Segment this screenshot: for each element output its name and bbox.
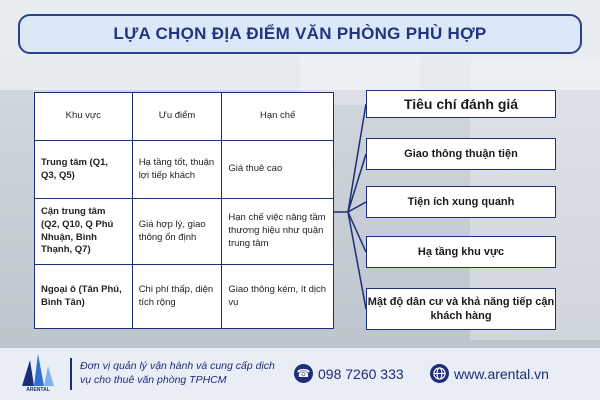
pros-cell: Giá hợp lý, giao thông ổn định (132, 199, 222, 265)
company-tagline: Đơn vị quản lý vận hành và cung cấp dịch vụ cho thuê văn phòng TPHCM (80, 360, 275, 387)
page-title: LỰA CHỌN ĐỊA ĐIỂM VĂN PHÒNG PHÙ HỢP (113, 24, 487, 43)
header-area: Khu vực (35, 93, 133, 141)
phone-contact[interactable] (294, 364, 404, 383)
area-cell: Trung tâm (Q1, Q3, Q5) (35, 141, 133, 199)
connector-to-criterion-4 (348, 212, 366, 309)
comparison-table (34, 92, 334, 329)
criteria-heading: Tiêu chí đánh giá (366, 90, 556, 118)
area-cell: Cận trung tâm (Q2, Q10, Q Phú Nhuận, Bình Thạnh, Q7) (35, 199, 133, 265)
footer-bar (0, 348, 600, 400)
cons-cell: Hạn chế việc nâng tầm thương hiệu như quận trung tâm (222, 199, 334, 265)
connector-to-criterion-2 (348, 202, 366, 212)
cons-cell: Giá thuê cao (222, 141, 334, 199)
website-url: www.arental.vn (454, 365, 549, 382)
criterion-population: Mật độ dân cư và khả năng tiếp cận khách hàng (366, 288, 556, 330)
cons-cell: Giao thông kém, ít dịch vụ (222, 265, 334, 329)
pros-cell: Chi phí thấp, diện tích rộng (132, 265, 222, 329)
website-link[interactable] (430, 364, 549, 383)
table-row (35, 141, 334, 199)
connector-to-criterion-1 (348, 154, 366, 212)
header-pros: Ưu điểm (132, 93, 222, 141)
criterion-amenities: Tiện ích xung quanh (366, 186, 556, 218)
criterion-infrastructure: Hạ tầng khu vực (366, 236, 556, 268)
footer-divider (70, 358, 72, 390)
table-header-row (35, 93, 334, 141)
logo-text: ARENTAL (26, 387, 50, 393)
connector-to-criterion-3 (348, 212, 366, 252)
globe-icon (430, 364, 449, 383)
phone-icon: ☎ (294, 364, 313, 383)
pros-cell: Hạ tầng tốt, thuận lợi tiếp khách (132, 141, 222, 199)
table-row (35, 199, 334, 265)
table-row (35, 265, 334, 329)
criterion-transport: Giao thông thuận tiện (366, 138, 556, 170)
area-cell: Ngoại ô (Tân Phú, Bình Tân) (35, 265, 133, 329)
phone-number: 098 7260 333 (318, 365, 404, 382)
connector-to-heading (348, 104, 366, 212)
header-cons: Hạn chế (222, 93, 334, 141)
title-banner (18, 14, 582, 54)
